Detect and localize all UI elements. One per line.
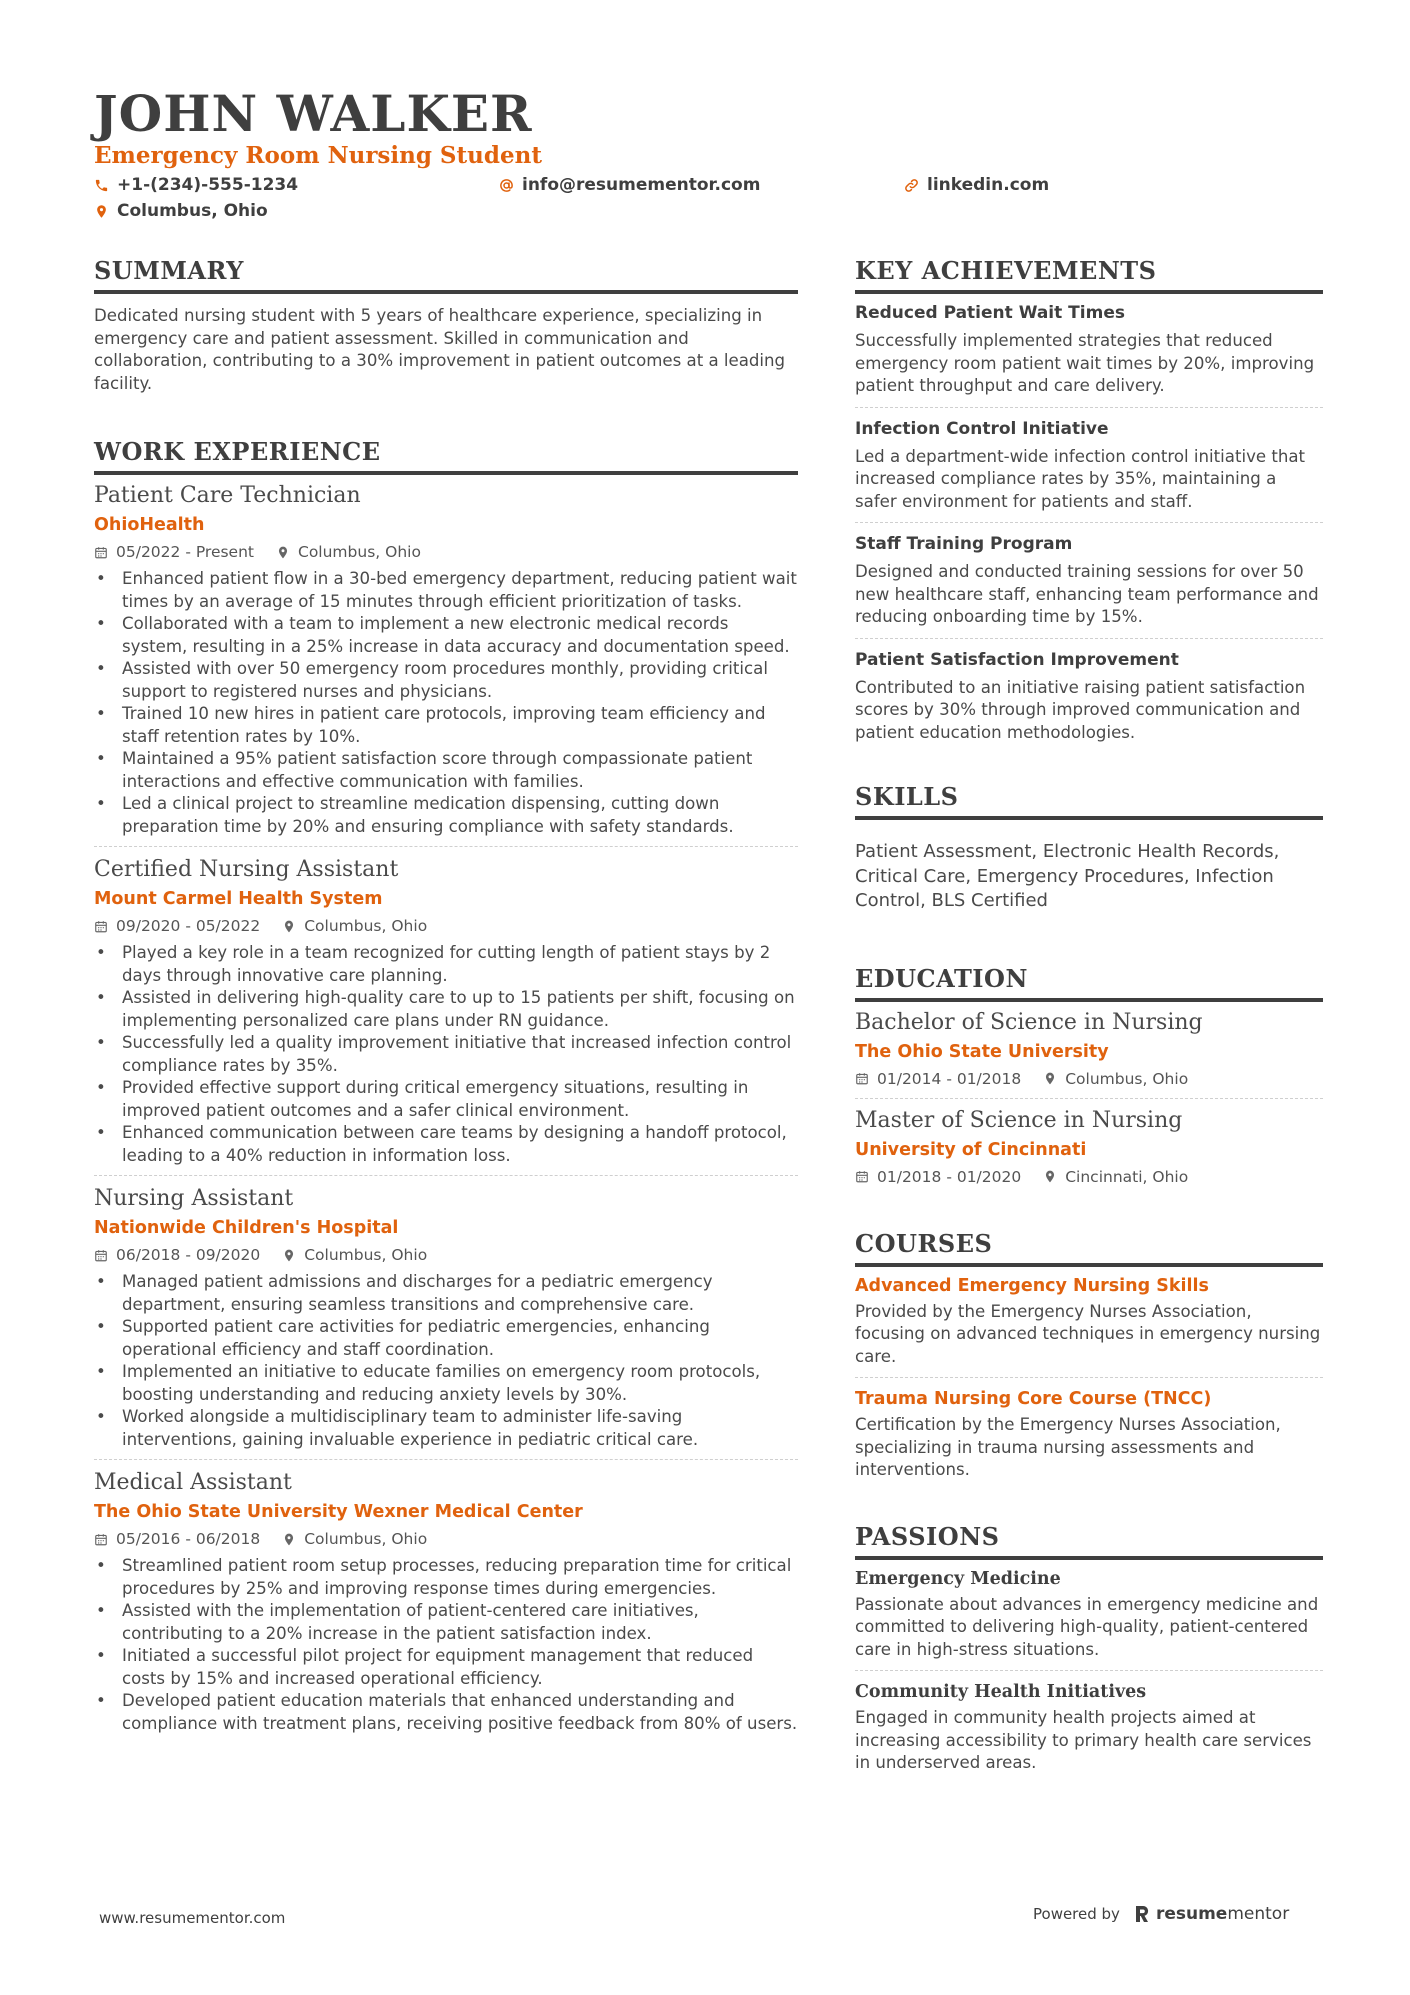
divider — [855, 522, 1323, 523]
achievements-heading: KEY ACHIEVEMENTS — [855, 254, 1323, 294]
achievement-text: Successfully implemented strategies that reduced emergency room patient wait times by 20%, improving patient throughput and care delivery. — [855, 331, 1315, 395]
passion-text: Engaged in community health projects aimed at increasing accessibility to primary health care services in underserved areas. — [855, 1708, 1312, 1772]
passions-heading: PASSIONS — [855, 1520, 1323, 1560]
job-location: Columbus, Ohio — [304, 917, 428, 935]
achievement-text: Led a department-wide infection control initiative that increased compliance rates by 35%, maintaining a safer environment for patients and staff. — [855, 446, 1306, 511]
linkedin-text[interactable]: linkedin.com — [927, 175, 1050, 195]
divider — [94, 1175, 798, 1176]
achievement-text: Contributed to an initiative raising patient satisfaction scores by 30% through improved communication and patient education methodologies. — [855, 677, 1306, 742]
divider — [855, 1670, 1323, 1671]
powered-by-label: Powered by — [1033, 1905, 1120, 1923]
job-location: Columbus, Ohio — [298, 543, 421, 561]
contact-email[interactable] — [499, 175, 760, 195]
job-title: Medical Assistant — [94, 1470, 292, 1495]
job-entry — [94, 1467, 798, 1735]
job-bullets — [94, 1271, 798, 1451]
summary-heading: SUMMARY — [94, 254, 798, 294]
job-entry — [94, 854, 798, 1167]
job-bullets — [94, 1555, 798, 1735]
contact-phone — [94, 175, 298, 195]
education-meta — [855, 1067, 1323, 1091]
job-bullet: • Collaborated with a team to implement a new electronic medical records system, resulting in a 25% increase in data accuracy and documentation speed. — [94, 613, 798, 658]
job-meta — [94, 1527, 798, 1551]
job-bullet: • Led a clinical project to streamline medication dispensing, cutting down preparation time by 20% and ensuring compliance with safety standards. — [94, 793, 798, 838]
job-bullet: • Enhanced communication between care teams by designing a handoff protocol, leading to a 40% reduction in information loss. — [94, 1122, 798, 1167]
achievement-title: Staff Training Program — [855, 534, 1073, 554]
job-bullet: • Assisted with over 50 emergency room procedures monthly, providing critical support to registered nurses and physicians. — [94, 658, 798, 703]
job-bullet: • Managed patient admissions and discharges for a pediatric emergency department, ensuring seamless transitions and comprehensive care. — [94, 1271, 798, 1316]
achievement-item — [855, 647, 1323, 745]
contact-location — [94, 201, 268, 221]
job-dates: 06/2018 - 09/2020 — [116, 1246, 261, 1264]
education-location: Cincinnati, Ohio — [1065, 1167, 1189, 1186]
right-column — [855, 254, 1323, 1775]
job-bullet: • Played a key role in a team recognized for cutting length of patient stays by 2 days through innovative care planning. — [94, 942, 798, 987]
passion-item — [855, 1566, 1323, 1662]
calendar-icon — [855, 1071, 869, 1086]
job-bullet: • Initiated a successful pilot project for equipment management that reduced costs by 15% and increased operational efficiency. — [94, 1645, 798, 1690]
skills-heading: SKILLS — [855, 780, 1323, 820]
courses-heading: COURSES — [855, 1227, 1323, 1267]
job-meta — [94, 540, 798, 564]
phone-icon — [94, 178, 109, 193]
at-icon — [499, 178, 514, 193]
location-pin-icon — [282, 1248, 296, 1263]
achievement-title: Infection Control Initiative — [855, 418, 1109, 439]
location-pin-icon — [1043, 1071, 1057, 1086]
candidate-name: JOHN WALKER — [94, 84, 533, 143]
job-entry — [94, 1183, 798, 1451]
achievement-item — [855, 416, 1323, 514]
job-meta — [94, 914, 798, 938]
job-bullets — [94, 568, 798, 838]
education-item — [855, 1007, 1323, 1091]
job-bullet: • Provided effective support during critical emergency situations, resulting in improved patient outcomes and a safer clinical environment. — [94, 1077, 798, 1122]
divider — [94, 1459, 798, 1460]
location-pin-icon — [1043, 1169, 1057, 1184]
location-pin-icon — [282, 919, 296, 934]
job-bullet: • Trained 10 new hires in patient care protocols, improving team efficiency and staff retention rates by 10%. — [94, 703, 798, 748]
job-bullets — [94, 942, 798, 1167]
job-meta — [94, 1243, 798, 1267]
achievement-item — [855, 531, 1323, 629]
job-title: Nursing Assistant — [94, 1186, 294, 1211]
education-dates: 01/2018 - 01/2020 — [877, 1167, 1022, 1186]
job-company: The Ohio State University Wexner Medical Center — [94, 1502, 583, 1522]
job-entry — [94, 480, 798, 838]
email-text[interactable]: info@resumementor.com — [522, 175, 761, 195]
school-name: University of Cincinnati — [855, 1139, 1087, 1160]
phone-text: +1-(234)-555-1234 — [117, 175, 299, 195]
achievement-text: Designed and conducted training sessions for over 50 new healthcare staff, enhancing team performance and reducing onboarding time by 15%. — [855, 562, 1319, 626]
job-bullet: • Assisted with the implementation of patient-centered care initiatives, contributing to a 20% increase in the patient satisfaction index. — [94, 1600, 798, 1645]
candidate-role: Emergency Room Nursing Student — [94, 142, 542, 169]
job-company: Mount Carmel Health System — [94, 889, 383, 909]
achievement-title: Patient Satisfaction Improvement — [855, 649, 1179, 670]
skills-text: Patient Assessment, Electronic Health Records, Critical Care, Emergency Procedures, Infection Control, BLS Certified — [855, 841, 1280, 911]
calendar-icon — [94, 1532, 108, 1547]
job-title: Patient Care Technician — [94, 483, 361, 508]
job-bullet: • Enhanced patient flow in a 30-bed emergency department, reducing patient wait times by an average of 15 minutes through efficient prioritization of tasks. — [94, 568, 798, 613]
job-dates: 05/2022 - Present — [116, 543, 254, 561]
brand-logo[interactable] — [1134, 1904, 1289, 1924]
school-name: The Ohio State University — [855, 1041, 1109, 1062]
calendar-icon — [855, 1169, 869, 1184]
job-company: Nationwide Children's Hospital — [94, 1218, 399, 1238]
job-bullet: • Streamlined patient room setup processes, reducing preparation time for critical procedures by 25% and improving response times during emergencies. — [94, 1555, 798, 1600]
job-title: Certified Nursing Assistant — [94, 857, 399, 882]
job-bullet: • Implemented an initiative to educate families on emergency room protocols, boosting understanding and reducing anxiety levels by 30%. — [94, 1361, 798, 1406]
calendar-icon — [94, 919, 108, 934]
passion-title: Community Health Initiatives — [855, 1682, 1147, 1702]
job-bullet: • Worked alongside a multidisciplinary team to administer life-saving interventions, gaining invaluable experience in pediatric critical care. — [94, 1406, 798, 1451]
course-text: Provided by the Emergency Nurses Association, focusing on advanced techniques in emergency nursing care. — [855, 1301, 1321, 1366]
location-pin-icon — [94, 204, 109, 219]
job-dates: 05/2016 - 06/2018 — [116, 1530, 261, 1548]
education-item — [855, 1105, 1323, 1189]
job-bullet: • Successfully led a quality improvement initiative that increased infection control compliance rates by 35%. — [94, 1032, 798, 1077]
degree-title: Master of Science in Nursing — [855, 1107, 1183, 1133]
course-title: Trauma Nursing Core Course (TNCC) — [855, 1389, 1212, 1409]
passion-text: Passionate about advances in emergency medicine and committed to delivering high-quality, patient-centered care in high-stress situations. — [855, 1594, 1319, 1659]
divider — [855, 1377, 1323, 1378]
education-meta — [855, 1165, 1323, 1189]
footer-website[interactable]: www.resumementor.com — [99, 1909, 286, 1927]
education-heading: EDUCATION — [855, 962, 1323, 1002]
education-dates: 01/2014 - 01/2018 — [877, 1069, 1022, 1088]
achievement-item — [855, 300, 1323, 398]
job-bullet: • Maintained a 95% patient satisfaction score through compassionate patient interactions and effective communication with families. — [94, 748, 798, 793]
calendar-icon — [94, 1248, 108, 1263]
location-text: Columbus, Ohio — [117, 201, 268, 221]
location-pin-icon — [282, 1532, 296, 1547]
course-item — [855, 1273, 1323, 1369]
job-bullet: • Supported patient care activities for pediatric emergencies, enhancing operational efficiency and staff coordination. — [94, 1316, 798, 1361]
divider — [94, 846, 798, 847]
job-bullet: • Assisted in delivering high-quality care to up to 15 patients per shift, focusing on implementing personalized care plans under RN guidance. — [94, 987, 798, 1032]
calendar-icon — [94, 545, 108, 560]
summary-text: Dedicated nursing student with 5 years of healthcare experience, specializing in emergency care and patient assessment. Skilled in communication and collaboration, contributing to a 30% improvement in patient outcomes at a leading facility. — [94, 306, 786, 393]
education-location: Columbus, Ohio — [1065, 1069, 1189, 1088]
divider — [855, 407, 1323, 408]
left-column — [94, 254, 798, 1735]
job-location: Columbus, Ohio — [304, 1246, 428, 1264]
achievement-title: Reduced Patient Wait Times — [855, 303, 1125, 323]
brand-logo-icon — [1134, 1904, 1150, 1924]
passion-item — [855, 1679, 1323, 1775]
brand-name-light: mentor — [1227, 1904, 1290, 1924]
job-company: OhioHealth — [94, 515, 205, 535]
divider — [855, 638, 1323, 639]
divider — [855, 1098, 1323, 1099]
footer-powered — [1033, 1904, 1289, 1924]
job-bullet: • Developed patient education materials that enhanced understanding and compliance with treatment plans, receiving positive feedback from 80% of users. — [94, 1690, 798, 1735]
degree-title: Bachelor of Science in Nursing — [855, 1009, 1203, 1035]
job-location: Columbus, Ohio — [304, 1530, 428, 1548]
contact-linkedin[interactable] — [904, 175, 1049, 195]
location-pin-icon — [276, 545, 290, 560]
passion-title: Emergency Medicine — [855, 1568, 1061, 1589]
job-dates: 09/2020 - 05/2022 — [116, 917, 261, 935]
link-icon — [904, 178, 919, 193]
course-title: Advanced Emergency Nursing Skills — [855, 1275, 1209, 1296]
course-item — [855, 1386, 1323, 1482]
experience-heading: WORK EXPERIENCE — [94, 435, 798, 475]
course-text: Certification by the Emergency Nurses Association, specializing in trauma nursing assessments and interventions. — [855, 1415, 1281, 1479]
brand-name-bold: resume — [1155, 1904, 1228, 1924]
